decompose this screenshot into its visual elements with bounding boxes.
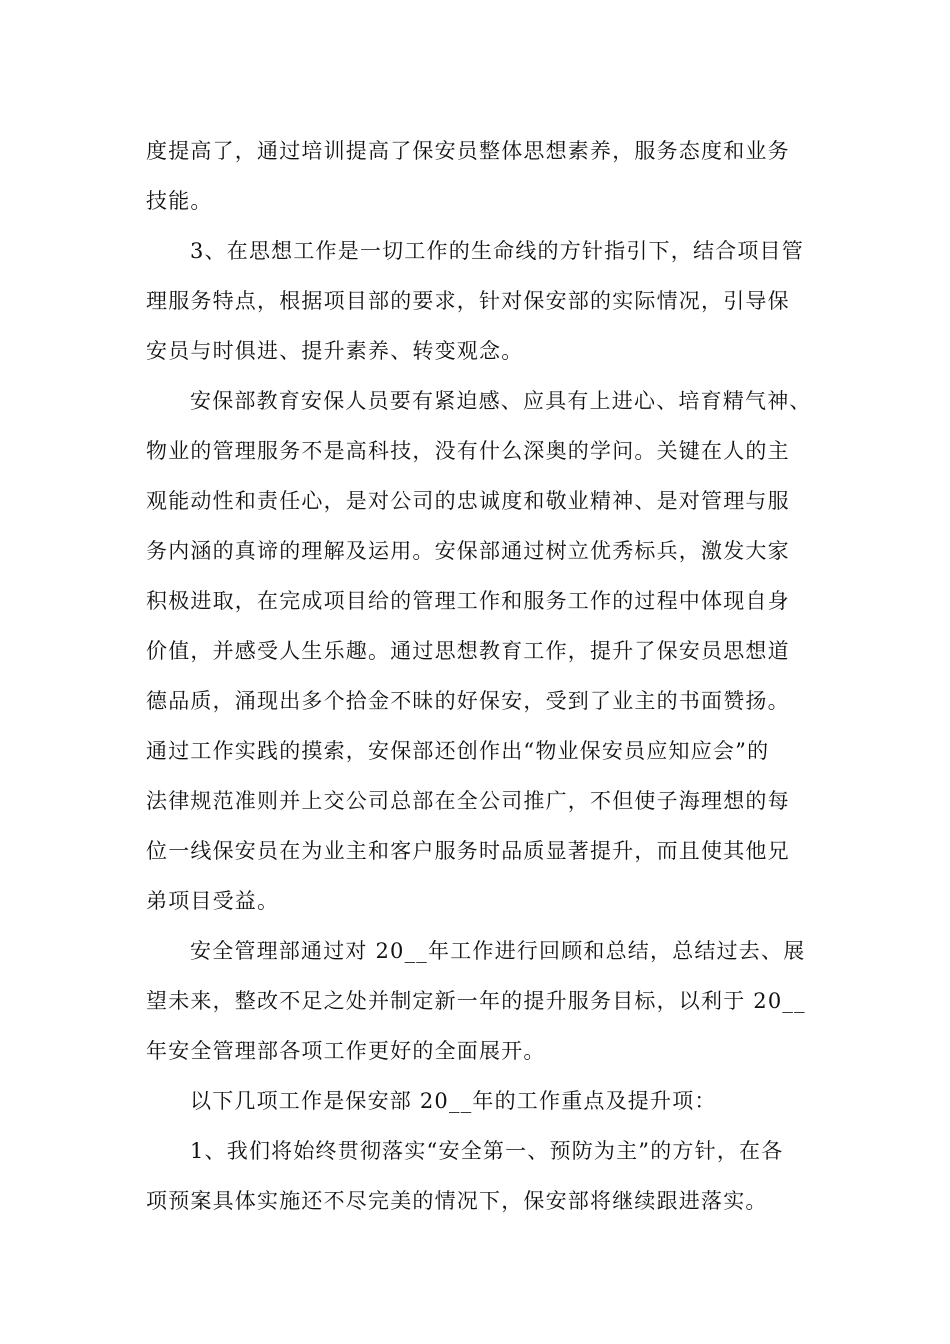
text-line-16: 弟项目受益。	[146, 889, 280, 913]
text-line-10: 积极进取，在完成项目给的管理工作和服务工作的过程中体现自身	[146, 589, 790, 613]
text-line-9: 务内涵的真谛的理解及运用。安保部通过树立优秀标兵，激发大家	[146, 539, 790, 563]
text-line-5: 安员与时俱进、提升素养、转变观念。	[146, 339, 524, 363]
text-line-13: 通过工作实践的摸索，安保部还创作出“物业保安员应知应会”的	[146, 739, 770, 763]
text-line-8: 观能动性和责任心，是对公司的忠诚度和敬业精神、是对管理与服	[146, 489, 790, 513]
text-line-15: 位一线保安员在为业主和客户服务时品质显著提升，而且使其他兄	[146, 839, 790, 863]
text-line-2: 技能。	[146, 189, 213, 213]
text-line-21: 1、我们将始终贯彻落实“安全第一、预防为主”的方针，在各	[190, 1139, 784, 1163]
text-line-22: 项预案具体实施还不尽完美的情况下，保安部将继续跟进落实。	[146, 1189, 768, 1213]
text-line-6: 安保部教育安保人员要有紧迫感、应具有上进心、培育精气神、	[190, 389, 812, 413]
text-line-20: 以下几项工作是保安部 20__年的工作重点及提升项：	[190, 1089, 717, 1113]
text-line-3: 3、在思想工作是一切工作的生命线的方针指引下，结合项目管	[190, 239, 804, 263]
text-line-12: 德品质，涌现出多个拾金不昧的好保安，受到了业主的书面赞扬。	[146, 689, 790, 713]
text-line-17: 安全管理部通过对 20__年工作进行回顾和总结，总结过去、展	[190, 939, 806, 963]
text-line-11: 价值，并感受人生乐趣。通过思想教育工作，提升了保安员思想道	[146, 639, 790, 663]
text-line-7: 物业的管理服务不是高科技，没有什么深奥的学问。关键在人的主	[146, 439, 790, 463]
text-line-14: 法律规范准则并上交公司总部在全公司推广，不但使子海理想的每	[146, 789, 790, 813]
text-line-4: 理服务特点，根据项目部的要求，针对保安部的实际情况，引导保	[146, 289, 790, 313]
text-line-18: 望未来，整改不足之处并制定新一年的提升服务目标，以利于 20__	[146, 989, 806, 1013]
text-line-19: 年安全管理部各项工作更好的全面展开。	[146, 1039, 546, 1063]
text-line-1: 度提高了，通过培训提高了保安员整体思想素养，服务态度和业务	[146, 139, 790, 163]
